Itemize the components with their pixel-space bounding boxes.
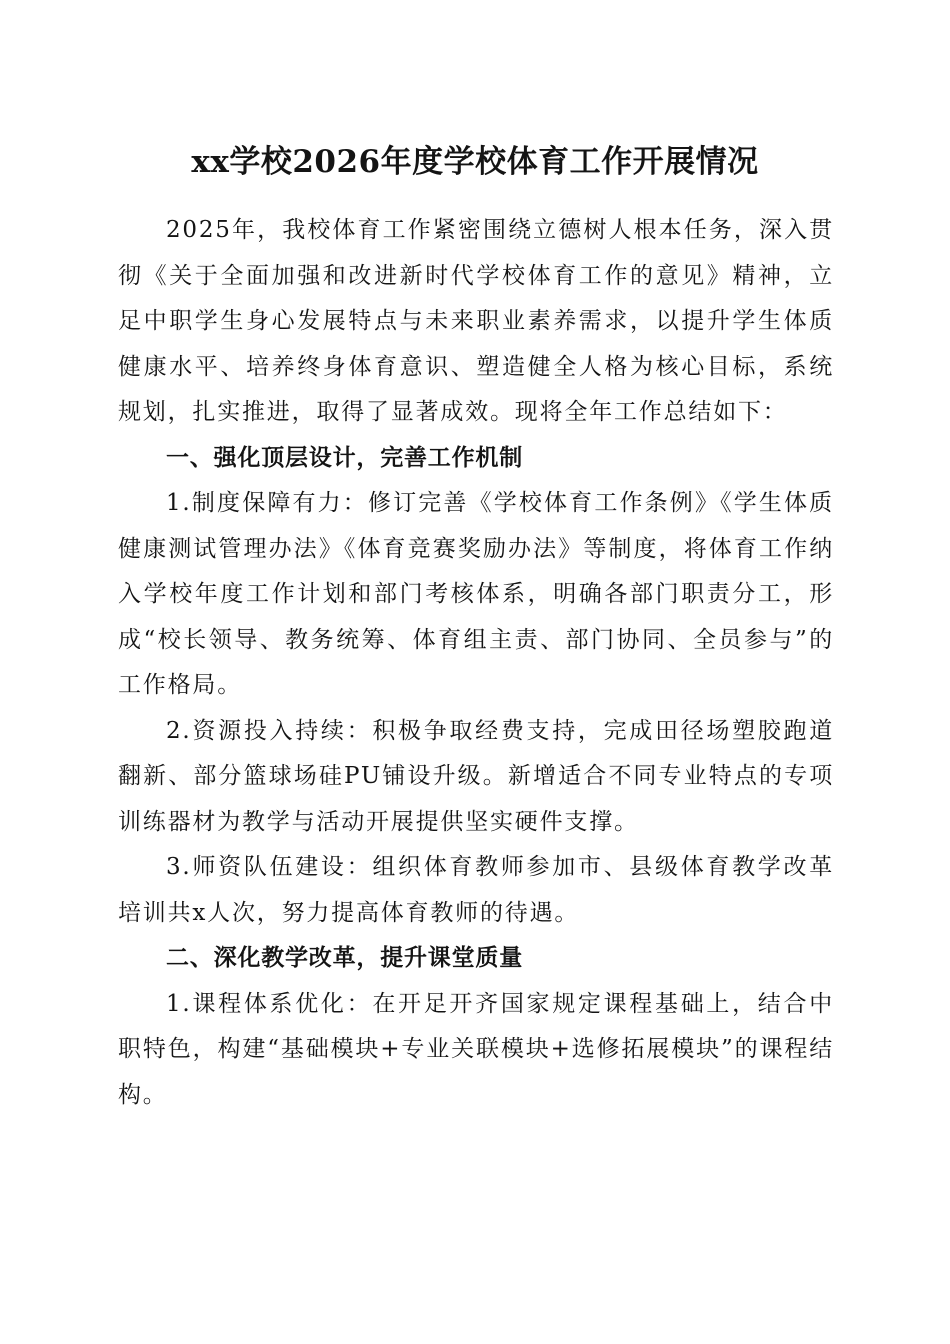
intro-paragraph: 2025年，我校体育工作紧密围绕立德树人根本任务，深入贯彻《关于全面加强和改进新时代学校体育工作的意见》精神，立足中职学生身心发展特点与未来职业素养需求，以提升学生体质健康水平、培养终身体育意识、塑造健全人格为核心目标，系统规划，扎实推进，取得了显著成效。现将全年工作总结如下： — [118, 217, 834, 425]
section-heading-2: 二、深化教学改革，提升课堂质量 — [166, 945, 523, 971]
section-heading-1: 一、强化顶层设计，完善工作机制 — [166, 444, 523, 471]
section-1-item-2: 2.资源投入持续：积极争取经费支持，完成田径场塑胶跑道翻新、部分篮球场硅PU铺设升级。新增适合不同专业特点的专项训练器材为教学与活动开展提供坚实硬件支撑。 — [118, 717, 834, 835]
section-1-item-3: 3.师资队伍建设：组织体育教师参加市、县级体育教学改革培训共x人次，努力提高体育教师的待遇。 — [118, 854, 834, 926]
document-body — [118, 208, 834, 1118]
section-1-item-1: 1.制度保障有力：修订完善《学校体育工作条例》《学生体质健康测试管理办法》《体育竞赛奖励办法》等制度，将体育工作纳入学校年度工作计划和部门考核体系，明确各部门职责分工，形成“校长领导、教务统筹、体育组主责、部门协同、全员参与”的工作格局。 — [118, 490, 834, 698]
section-2-item-1: 1.课程体系优化：在开足开齐国家规定课程基础上，结合中职特色，构建“基础模块+专业关联模块+选修拓展模块”的课程结构。 — [118, 990, 834, 1108]
document-title: xx学校2026年度学校体育工作开展情况 — [191, 144, 759, 180]
